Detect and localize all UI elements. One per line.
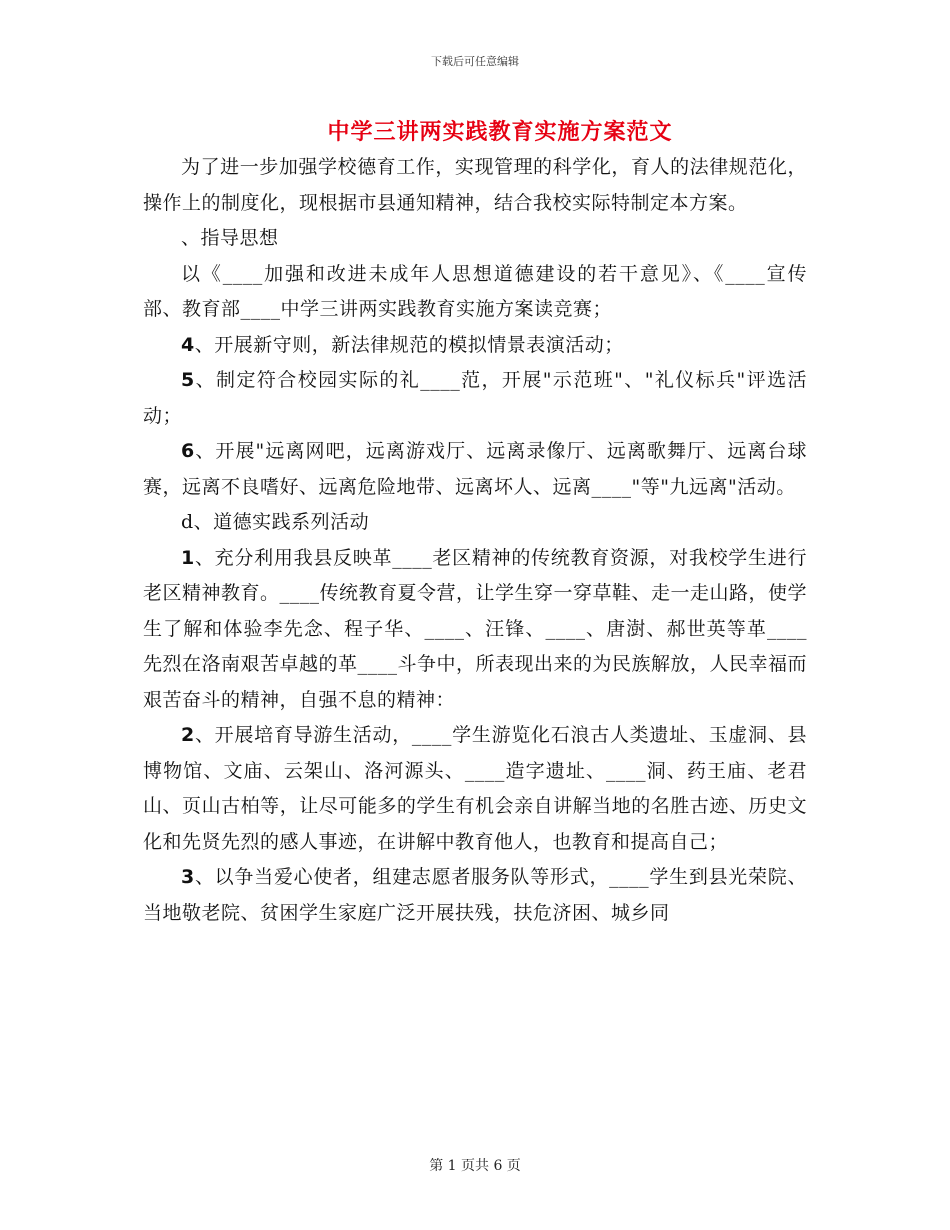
paragraph-text: d、道德实践系列活动 (181, 511, 370, 533)
paragraph-text: 、开展培育导游生活动，____学生游览化石浪古人类遗址、玉虚洞、县博物馆、文庙、云架山、洛河源头、____造字遗址、____洞、药王庙、老君山、页山古柏等，让尽可能多的学生有机会亲自讲解当地的名胜古迹、历史文化和先贤先烈的感人事迹，在讲解中教育他人，也教育和提高自己； (143, 724, 807, 853)
section-heading (143, 505, 807, 541)
list-item (143, 363, 807, 434)
paragraph-text: 、开展新守则，新法律规范的模拟情景表演活动； (194, 333, 624, 356)
list-item (143, 718, 807, 860)
section-heading (143, 221, 807, 257)
list-item (143, 328, 807, 364)
paragraph-text: 、指导思想 (181, 227, 279, 249)
paragraph (143, 257, 807, 328)
item-number: 3 (181, 866, 195, 888)
list-item (143, 541, 807, 719)
page-number: 第 1 页共 6 页 (429, 1158, 521, 1174)
paragraph-text: 、充分利用我县反映革____老区精神的传统教育资源，对我校学生进行老区精神教育。____传统教育夏令营，让学生穿一穿草鞋、走一走山路，使学生了解和体验李先念、程子华、____、汪锋、____、唐澍、郝世英等革____先烈在洛南艰苦卓越的革____斗争中，所表现出来的为民族解放，人民幸福而艰苦奋斗的精神，自强不息的精神： (143, 546, 808, 711)
paragraph-text: 以《____加强和改进未成年人思想道德建设的若干意见》、《____宣传部、教育部____中学三讲两实践教育实施方案读竞赛； (143, 262, 807, 320)
item-number: 6 (181, 440, 195, 462)
item-number: 5 (181, 369, 195, 391)
paragraph-text: 、制定符合校园实际的礼____范，开展"示范班"、"礼仪标兵"评选活动； (143, 369, 807, 427)
paragraph (143, 150, 807, 221)
page-header-note: 下载后可任意编辑 (431, 55, 519, 68)
item-number: 1 (181, 546, 195, 569)
document-body (143, 150, 807, 931)
paragraph-text: 为了进一步加强学校德育工作，实现管理的科学化，育人的法律规范化，操作上的制度化，现根据市县通知精神，结合我校实际特制定本方案。 (143, 156, 807, 214)
item-number: 2 (181, 724, 195, 746)
list-item (143, 860, 807, 931)
item-number: 4 (181, 333, 195, 356)
paragraph-text: 、以争当爱心使者，组建志愿者服务队等形式，____学生到县光荣院、当地敬老院、贫困学生家庭广泛开展扶残，扶危济困、城乡同 (143, 866, 807, 924)
paragraph-text: 、开展"远离网吧，远离游戏厅、远离录像厅、远离歌舞厅、远离台球赛，远离不良嗜好、远离危险地带、远离坏人、远离____"等"九远离"活动。 (143, 440, 807, 498)
document-title: 中学三讲两实践教育实施方案范文 (327, 120, 673, 145)
list-item (143, 434, 807, 505)
